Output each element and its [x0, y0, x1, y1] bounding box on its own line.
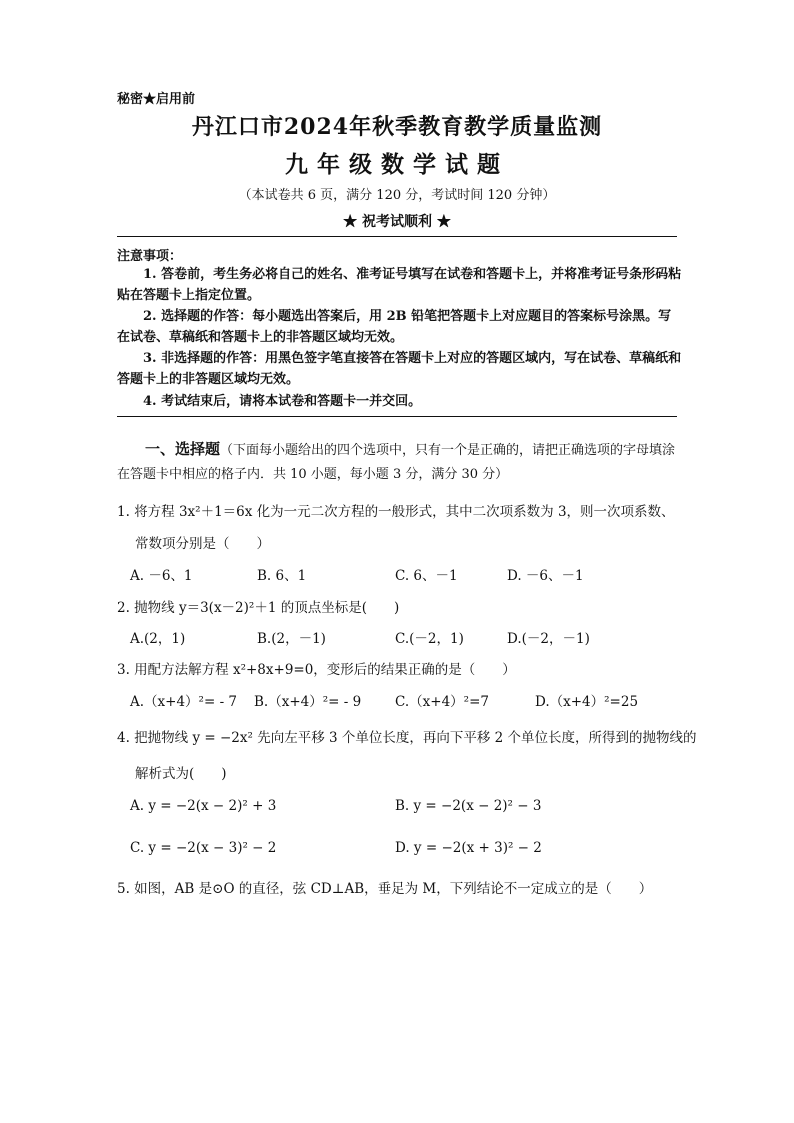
section-description: （下面每小题给出的四个选项中，只有一个是正确的，请把正确选项的字母填涂在答题卡中相应的格子内．共 10 小题，每小题 3 分，满分 30 分）: [117, 443, 676, 482]
exam-subtitle: 九年级数学试题: [285, 151, 509, 178]
note-item-3: 3. 非选择题的作答：用黑色签字笔直接答在答题卡上对应的答题区域内，写在试卷、草稿纸和答题卡上的非答题区域均无效。: [117, 351, 682, 387]
q2-option-a: A.(2，1): [130, 631, 186, 647]
note-item-1: 1. 答卷前，考生务必将自己的姓名、准考证号填写在试卷和答题卡上，并将准考证号条形码粘贴在答题卡上指定位置。: [117, 267, 682, 303]
exam-info: （本试卷共 6 页，满分 120 分，考试时间 120 分钟）: [238, 188, 556, 203]
q1-option-a: A. －6、1: [130, 568, 193, 584]
question-5: 5. 如图，AB 是⊙O 的直径，弦 CD⊥AB，垂足为 M，下列结论不一定成立的是（ ）: [117, 881, 653, 897]
section-title: 一、选择题: [145, 440, 221, 458]
q4-option-b: B. y = −2(x − 2)² − 3: [395, 798, 542, 814]
q4-option-a: A. y = −2(x − 2)² + 3: [130, 798, 277, 814]
question-2: 2. 抛物线 y＝3(x－2)²＋1 的顶点坐标是( ): [117, 600, 400, 616]
note-item-2: 2. 选择题的作答：每小题选出答案后，用 2B 铅笔把答题卡上对应题目的答案标号涂黑。写在试卷、草稿纸和答题卡上的非答题区域均无效。: [117, 309, 672, 345]
question-1-line1: 1. 将方程 3x²＋1＝6x 化为一元二次方程的一般形式，其中二次项系数为 3，则一次项系数、: [117, 504, 675, 520]
note-item-4: 4. 考试结束后，请将本试卷和答题卡一并交回。: [143, 394, 422, 409]
q1-option-b: B. 6、1: [257, 568, 307, 584]
q1-option-d: D. －6、－1: [507, 568, 584, 584]
question-4-line1: 4. 把抛物线 y = −2x² 先向左平移 3 个单位长度，再向下平移 2 个单位长度，所得到的抛物线的: [117, 730, 697, 746]
q3-option-a: A.（x+4）²= - 7: [130, 694, 238, 710]
q2-option-d: D.(－2，－1): [507, 631, 590, 647]
q4-option-d: D. y = −2(x + 3)² − 2: [395, 840, 542, 856]
confidential-label: 秘密★启用前: [117, 92, 196, 107]
section-choice: [117, 437, 682, 487]
good-luck-line: ★ 祝考试顺利 ★: [343, 214, 451, 230]
q2-option-b: B.(2，－1): [257, 631, 326, 647]
question-3: 3. 用配方法解方程 x²+8x+9=0，变形后的结果正确的是（ ）: [117, 662, 516, 678]
q3-option-b: B.（x+4）²= - 9: [254, 694, 362, 710]
q2-option-c: C.(－2，1): [395, 631, 464, 647]
exam-title: 丹江口市2024年秋季教育教学质量监测: [191, 114, 603, 140]
divider-bottom: [117, 416, 677, 417]
question-4-line2: 解析式为( ): [135, 766, 227, 782]
q3-option-c: C.（x+4）²=7: [395, 694, 489, 710]
q1-option-c: C. 6、－1: [395, 568, 458, 584]
divider-top: [117, 236, 677, 237]
q4-option-c: C. y = −2(x − 3)² − 2: [130, 840, 277, 856]
q3-option-d: D.（x+4）²=25: [535, 694, 639, 710]
question-1-line2: 常数项分别是（ ）: [135, 536, 270, 552]
notes-heading: 注意事项：: [117, 249, 183, 264]
